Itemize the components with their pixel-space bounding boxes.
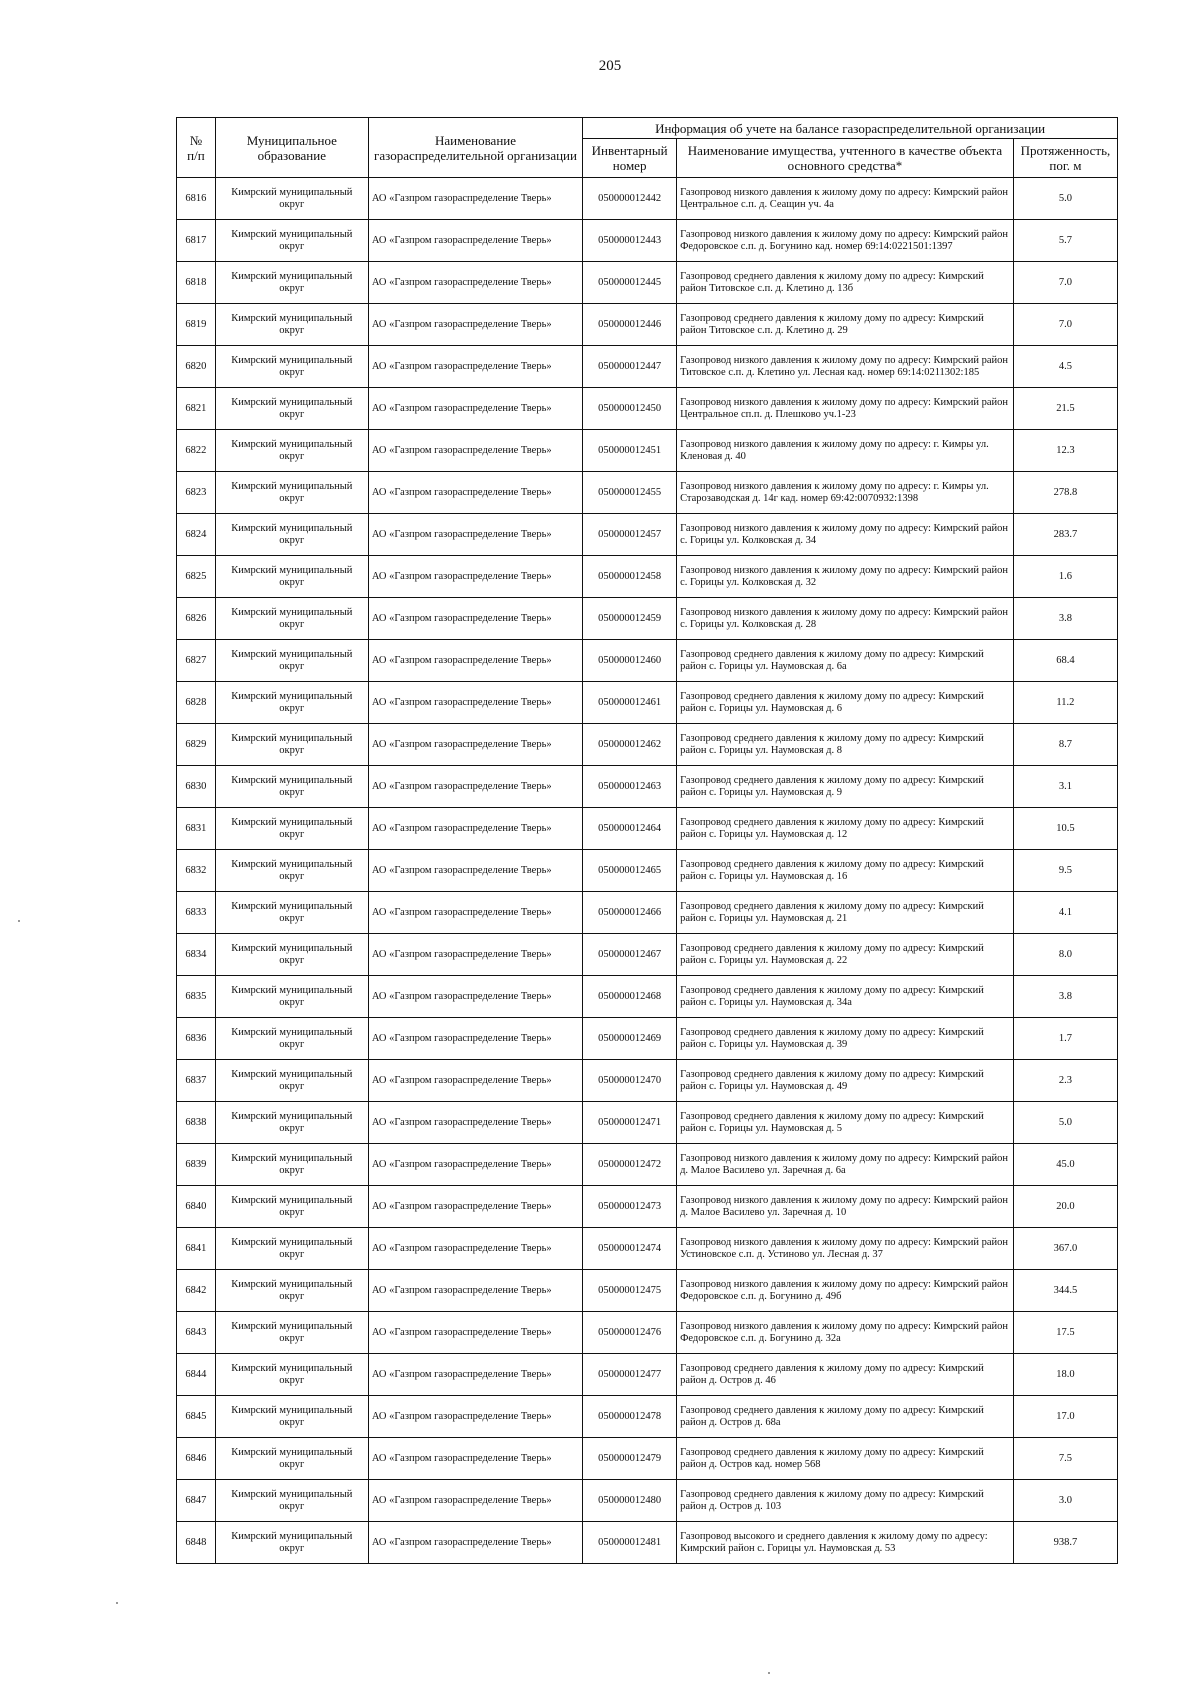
length-cell: 4.1 [1013,892,1117,934]
length-cell: 17.5 [1013,1312,1117,1354]
length-cell: 5.0 [1013,178,1117,220]
organization-cell: АО «Газпром газораспределение Тверь» [368,892,582,934]
municipality-cell: Кимрский муниципальный округ [215,472,368,514]
municipality-cell: Кимрский муниципальный округ [215,1186,368,1228]
property-name-cell: Газопровод низкого давления к жилому дому по адресу: Кимрский район Федоровское с.п. д. Богунино кад. номер 69:14:0221501:1397 [677,220,1014,262]
organization-cell: АО «Газпром газораспределение Тверь» [368,1270,582,1312]
property-name-cell: Газопровод среднего давления к жилому дому по адресу: Кимрский район д. Остров кад. номер 568 [677,1438,1014,1480]
inventory-number-cell: 050000012477 [583,1354,677,1396]
municipality-cell: Кимрский муниципальный округ [215,976,368,1018]
organization-cell: АО «Газпром газораспределение Тверь» [368,1228,582,1270]
row-number-cell: 6827 [177,640,216,682]
property-name-cell: Газопровод среднего давления к жилому дому по адресу: Кимрский район д. Остров д. 46 [677,1354,1014,1396]
length-cell: 8.0 [1013,934,1117,976]
organization-cell: АО «Газпром газораспределение Тверь» [368,1480,582,1522]
municipality-cell: Кимрский муниципальный округ [215,934,368,976]
inventory-number-cell: 050000012447 [583,346,677,388]
municipality-cell: Кимрский муниципальный округ [215,556,368,598]
table-row [177,514,1118,556]
length-cell: 283.7 [1013,514,1117,556]
header-num: № п/п [177,118,216,178]
municipality-cell: Кимрский муниципальный округ [215,1270,368,1312]
municipality-cell: Кимрский муниципальный округ [215,1060,368,1102]
property-name-cell: Газопровод среднего давления к жилому дому по адресу: Кимрский район с. Горицы ул. Наумовская д. 12 [677,808,1014,850]
table-row [177,1186,1118,1228]
property-name-cell: Газопровод низкого давления к жилому дому по адресу: Кимрский район д. Малое Василево ул. Заречная д. 6а [677,1144,1014,1186]
municipality-cell: Кимрский муниципальный округ [215,388,368,430]
length-cell: 3.8 [1013,598,1117,640]
property-name-cell: Газопровод среднего давления к жилому дому по адресу: Кимрский район Титовское с.п. д. Клетино д. 13б [677,262,1014,304]
inventory-number-cell: 050000012457 [583,514,677,556]
organization-cell: АО «Газпром газораспределение Тверь» [368,598,582,640]
table-row [177,850,1118,892]
length-cell: 1.6 [1013,556,1117,598]
inventory-number-cell: 050000012475 [583,1270,677,1312]
property-name-cell: Газопровод низкого давления к жилому дому по адресу: Кимрский район д. Малое Василево ул. Заречная д. 10 [677,1186,1014,1228]
property-name-cell: Газопровод низкого давления к жилому дому по адресу: Кимрский район Устиновское с.п. д. Устиново ул. Лесная д. 37 [677,1228,1014,1270]
table-row [177,430,1118,472]
length-cell: 2.3 [1013,1060,1117,1102]
inventory-number-cell: 050000012472 [583,1144,677,1186]
inventory-number-cell: 050000012481 [583,1522,677,1564]
table-row [177,598,1118,640]
length-cell: 7.5 [1013,1438,1117,1480]
row-number-cell: 6830 [177,766,216,808]
organization-cell: АО «Газпром газораспределение Тверь» [368,178,582,220]
municipality-cell: Кимрский муниципальный округ [215,178,368,220]
row-number-cell: 6819 [177,304,216,346]
municipality-cell: Кимрский муниципальный округ [215,1354,368,1396]
property-name-cell: Газопровод низкого давления к жилому дому по адресу: Кимрский район Титовское с.п. д. Клетино ул. Лесная кад. номер 69:14:0211302:185 [677,346,1014,388]
row-number-cell: 6828 [177,682,216,724]
row-number-cell: 6816 [177,178,216,220]
property-name-cell: Газопровод низкого давления к жилому дому по адресу: Кимрский район с. Горицы ул. Колковская д. 32 [677,556,1014,598]
row-number-cell: 6840 [177,1186,216,1228]
inventory-number-cell: 050000012478 [583,1396,677,1438]
table-row [177,556,1118,598]
property-name-cell: Газопровод среднего давления к жилому дому по адресу: Кимрский район с. Горицы ул. Наумовская д. 34а [677,976,1014,1018]
property-name-cell: Газопровод среднего давления к жилому дому по адресу: Кимрский район с. Горицы ул. Наумовская д. 8 [677,724,1014,766]
row-number-cell: 6818 [177,262,216,304]
municipality-cell: Кимрский муниципальный округ [215,1480,368,1522]
property-name-cell: Газопровод среднего давления к жилому дому по адресу: Кимрский район с. Горицы ул. Наумовская д. 39 [677,1018,1014,1060]
scan-speck [116,1602,118,1604]
property-name-cell: Газопровод среднего давления к жилому дому по адресу: Кимрский район с. Горицы ул. Наумовская д. 9 [677,766,1014,808]
organization-cell: АО «Газпром газораспределение Тверь» [368,976,582,1018]
property-name-cell: Газопровод низкого давления к жилому дому по адресу: г. Кимры ул. Старозаводская д. 14г кад. номер 69:42:0070932:1398 [677,472,1014,514]
inventory-number-cell: 050000012443 [583,220,677,262]
length-cell: 12.3 [1013,430,1117,472]
property-name-cell: Газопровод низкого давления к жилому дому по адресу: г. Кимры ул. Кленовая д. 40 [677,430,1014,472]
row-number-cell: 6846 [177,1438,216,1480]
length-cell: 10.5 [1013,808,1117,850]
row-number-cell: 6823 [177,472,216,514]
length-cell: 278.8 [1013,472,1117,514]
row-number-cell: 6845 [177,1396,216,1438]
organization-cell: АО «Газпром газораспределение Тверь» [368,1396,582,1438]
page-number: 205 [598,58,622,74]
municipality-cell: Кимрский муниципальный округ [215,430,368,472]
municipality-cell: Кимрский муниципальный округ [215,598,368,640]
municipality-cell: Кимрский муниципальный округ [215,304,368,346]
table-row [177,1270,1118,1312]
organization-cell: АО «Газпром газораспределение Тверь» [368,472,582,514]
inventory-number-cell: 050000012479 [583,1438,677,1480]
municipality-cell: Кимрский муниципальный округ [215,514,368,556]
inventory-number-cell: 050000012473 [583,1186,677,1228]
row-number-cell: 6847 [177,1480,216,1522]
organization-cell: АО «Газпром газораспределение Тверь» [368,1438,582,1480]
inventory-number-cell: 050000012468 [583,976,677,1018]
municipality-cell: Кимрский муниципальный округ [215,1102,368,1144]
table-row [177,808,1118,850]
length-cell: 7.0 [1013,304,1117,346]
table-row [177,934,1118,976]
length-cell: 11.2 [1013,682,1117,724]
organization-cell: АО «Газпром газораспределение Тверь» [368,346,582,388]
municipality-cell: Кимрский муниципальный округ [215,220,368,262]
inventory-number-cell: 050000012442 [583,178,677,220]
scan-speck [18,920,20,922]
organization-cell: АО «Газпром газораспределение Тверь» [368,1522,582,1564]
inventory-number-cell: 050000012464 [583,808,677,850]
inventory-number-cell: 050000012455 [583,472,677,514]
inventory-number-cell: 050000012474 [583,1228,677,1270]
organization-cell: АО «Газпром газораспределение Тверь» [368,556,582,598]
row-number-cell: 6825 [177,556,216,598]
inventory-number-cell: 050000012467 [583,934,677,976]
municipality-cell: Кимрский муниципальный округ [215,640,368,682]
inventory-number-cell: 050000012466 [583,892,677,934]
organization-cell: АО «Газпром газораспределение Тверь» [368,640,582,682]
row-number-cell: 6848 [177,1522,216,1564]
municipality-cell: Кимрский муниципальный округ [215,1438,368,1480]
row-number-cell: 6831 [177,808,216,850]
row-number-cell: 6835 [177,976,216,1018]
length-cell: 3.8 [1013,976,1117,1018]
organization-cell: АО «Газпром газораспределение Тверь» [368,850,582,892]
row-number-cell: 6844 [177,1354,216,1396]
table-row [177,1396,1118,1438]
table-row [177,388,1118,430]
inventory-number-cell: 050000012463 [583,766,677,808]
inventory-number-cell: 050000012465 [583,850,677,892]
row-number-cell: 6838 [177,1102,216,1144]
row-number-cell: 6843 [177,1312,216,1354]
row-number-cell: 6833 [177,892,216,934]
length-cell: 7.0 [1013,262,1117,304]
inventory-number-cell: 050000012476 [583,1312,677,1354]
property-name-cell: Газопровод среднего давления к жилому дому по адресу: Кимрский район с. Горицы ул. Наумовская д. 16 [677,850,1014,892]
table-row [177,262,1118,304]
table-row [177,976,1118,1018]
length-cell: 3.0 [1013,1480,1117,1522]
length-cell: 45.0 [1013,1144,1117,1186]
length-cell: 68.4 [1013,640,1117,682]
organization-cell: АО «Газпром газораспределение Тверь» [368,304,582,346]
inventory-number-cell: 050000012469 [583,1018,677,1060]
table-row [177,892,1118,934]
row-number-cell: 6834 [177,934,216,976]
header-municipality: Муниципальное образование [215,118,368,178]
length-cell: 3.1 [1013,766,1117,808]
inventory-number-cell: 050000012445 [583,262,677,304]
row-number-cell: 6841 [177,1228,216,1270]
length-cell: 21.5 [1013,388,1117,430]
property-name-cell: Газопровод высокого и среднего давления к жилому дому по адресу: Кимрский район с. Горицы ул. Наумовская д. 53 [677,1522,1014,1564]
property-name-cell: Газопровод среднего давления к жилому дому по адресу: Кимрский район с. Горицы ул. Наумовская д. 5 [677,1102,1014,1144]
length-cell: 8.7 [1013,724,1117,766]
municipality-cell: Кимрский муниципальный округ [215,892,368,934]
length-cell: 344.5 [1013,1270,1117,1312]
table-row [177,1438,1118,1480]
inventory-number-cell: 050000012471 [583,1102,677,1144]
organization-cell: АО «Газпром газораспределение Тверь» [368,1060,582,1102]
header-inventory-number: Инвентарный номер [583,139,677,178]
length-cell: 18.0 [1013,1354,1117,1396]
length-cell: 9.5 [1013,850,1117,892]
organization-cell: АО «Газпром газораспределение Тверь» [368,1144,582,1186]
inventory-number-cell: 050000012451 [583,430,677,472]
header-length: Протяженность, пог. м [1013,139,1117,178]
table-row [177,1144,1118,1186]
table-row [177,1102,1118,1144]
inventory-number-cell: 050000012461 [583,682,677,724]
organization-cell: АО «Газпром газораспределение Тверь» [368,262,582,304]
table-row [177,346,1118,388]
property-name-cell: Газопровод среднего давления к жилому дому по адресу: Кимрский район с. Горицы ул. Наумовская д. 22 [677,934,1014,976]
municipality-cell: Кимрский муниципальный округ [215,1228,368,1270]
inventory-number-cell: 050000012459 [583,598,677,640]
length-cell: 938.7 [1013,1522,1117,1564]
municipality-cell: Кимрский муниципальный округ [215,1312,368,1354]
table-row [177,1480,1118,1522]
length-cell: 5.0 [1013,1102,1117,1144]
row-number-cell: 6837 [177,1060,216,1102]
table-row [177,178,1118,220]
length-cell: 5.7 [1013,220,1117,262]
organization-cell: АО «Газпром газораспределение Тверь» [368,430,582,472]
inventory-number-cell: 050000012460 [583,640,677,682]
row-number-cell: 6826 [177,598,216,640]
table-row [177,766,1118,808]
organization-cell: АО «Газпром газораспределение Тверь» [368,934,582,976]
row-number-cell: 6817 [177,220,216,262]
organization-cell: АО «Газпром газораспределение Тверь» [368,220,582,262]
organization-cell: АО «Газпром газораспределение Тверь» [368,514,582,556]
municipality-cell: Кимрский муниципальный округ [215,1396,368,1438]
organization-cell: АО «Газпром газораспределение Тверь» [368,808,582,850]
table-row [177,1018,1118,1060]
length-cell: 367.0 [1013,1228,1117,1270]
row-number-cell: 6832 [177,850,216,892]
inventory-number-cell: 050000012450 [583,388,677,430]
municipality-cell: Кимрский муниципальный округ [215,346,368,388]
municipality-cell: Кимрский муниципальный округ [215,724,368,766]
row-number-cell: 6839 [177,1144,216,1186]
header-property-name: Наименование имущества, учтенного в качестве объекта основного средства* [677,139,1014,178]
row-number-cell: 6842 [177,1270,216,1312]
row-number-cell: 6836 [177,1018,216,1060]
municipality-cell: Кимрский муниципальный округ [215,850,368,892]
row-number-cell: 6820 [177,346,216,388]
municipality-cell: Кимрский муниципальный округ [215,1018,368,1060]
property-name-cell: Газопровод среднего давления к жилому дому по адресу: Кимрский район Титовское с.п. д. Клетино д. 29 [677,304,1014,346]
header-organization: Наименование газораспределительной организации [368,118,582,178]
property-name-cell: Газопровод низкого давления к жилому дому по адресу: Кимрский район Федоровское с.п. д. Богунино д. 49б [677,1270,1014,1312]
municipality-cell: Кимрский муниципальный округ [215,766,368,808]
table-row [177,1522,1118,1564]
municipality-cell: Кимрский муниципальный округ [215,808,368,850]
inventory-number-cell: 050000012470 [583,1060,677,1102]
asset-register-table [176,117,1118,1564]
table-row [177,1228,1118,1270]
table-row [177,682,1118,724]
property-name-cell: Газопровод низкого давления к жилому дому по адресу: Кимрский район Федоровское с.п. д. Богунино д. 32а [677,1312,1014,1354]
property-name-cell: Газопровод среднего давления к жилому дому по адресу: Кимрский район с. Горицы ул. Наумовская д. 6 [677,682,1014,724]
property-name-cell: Газопровод среднего давления к жилому дому по адресу: Кимрский район с. Горицы ул. Наумовская д. 6а [677,640,1014,682]
property-name-cell: Газопровод среднего давления к жилому дому по адресу: Кимрский район д. Остров д. 103 [677,1480,1014,1522]
length-cell: 4.5 [1013,346,1117,388]
property-name-cell: Газопровод низкого давления к жилому дому по адресу: Кимрский район Центральное сп.п. д. Плешково уч.1-23 [677,388,1014,430]
inventory-number-cell: 050000012446 [583,304,677,346]
table-row [177,472,1118,514]
table-row [177,1060,1118,1102]
table-row [177,304,1118,346]
inventory-number-cell: 050000012480 [583,1480,677,1522]
property-name-cell: Газопровод среднего давления к жилому дому по адресу: Кимрский район с. Горицы ул. Наумовская д. 49 [677,1060,1014,1102]
municipality-cell: Кимрский муниципальный округ [215,682,368,724]
organization-cell: АО «Газпром газораспределение Тверь» [368,724,582,766]
row-number-cell: 6829 [177,724,216,766]
scan-speck [768,1672,770,1674]
property-name-cell: Газопровод среднего давления к жилому дому по адресу: Кимрский район с. Горицы ул. Наумовская д. 21 [677,892,1014,934]
inventory-number-cell: 050000012458 [583,556,677,598]
municipality-cell: Кимрский муниципальный округ [215,1144,368,1186]
table-row [177,1354,1118,1396]
length-cell: 1.7 [1013,1018,1117,1060]
row-number-cell: 6821 [177,388,216,430]
inventory-number-cell: 050000012462 [583,724,677,766]
property-name-cell: Газопровод низкого давления к жилому дому по адресу: Кимрский район с. Горицы ул. Колковская д. 28 [677,598,1014,640]
organization-cell: АО «Газпром газораспределение Тверь» [368,766,582,808]
municipality-cell: Кимрский муниципальный округ [215,262,368,304]
organization-cell: АО «Газпром газораспределение Тверь» [368,682,582,724]
organization-cell: АО «Газпром газораспределение Тверь» [368,1018,582,1060]
organization-cell: АО «Газпром газораспределение Тверь» [368,1354,582,1396]
municipality-cell: Кимрский муниципальный округ [215,1522,368,1564]
header-balance-info: Информация об учете на балансе газораспределительной организации [583,118,1118,139]
organization-cell: АО «Газпром газораспределение Тверь» [368,1102,582,1144]
table-row [177,640,1118,682]
organization-cell: АО «Газпром газораспределение Тверь» [368,388,582,430]
length-cell: 17.0 [1013,1396,1117,1438]
row-number-cell: 6822 [177,430,216,472]
property-name-cell: Газопровод среднего давления к жилому дому по адресу: Кимрский район д. Остров д. 68а [677,1396,1014,1438]
organization-cell: АО «Газпром газораспределение Тверь» [368,1312,582,1354]
table-row [177,724,1118,766]
organization-cell: АО «Газпром газораспределение Тверь» [368,1186,582,1228]
property-name-cell: Газопровод низкого давления к жилому дому по адресу: Кимрский район Центральное с.п. д. Сеащин уч. 4а [677,178,1014,220]
length-cell: 20.0 [1013,1186,1117,1228]
property-name-cell: Газопровод низкого давления к жилому дому по адресу: Кимрский район с. Горицы ул. Колковская д. 34 [677,514,1014,556]
table-row [177,220,1118,262]
table-row [177,1312,1118,1354]
row-number-cell: 6824 [177,514,216,556]
